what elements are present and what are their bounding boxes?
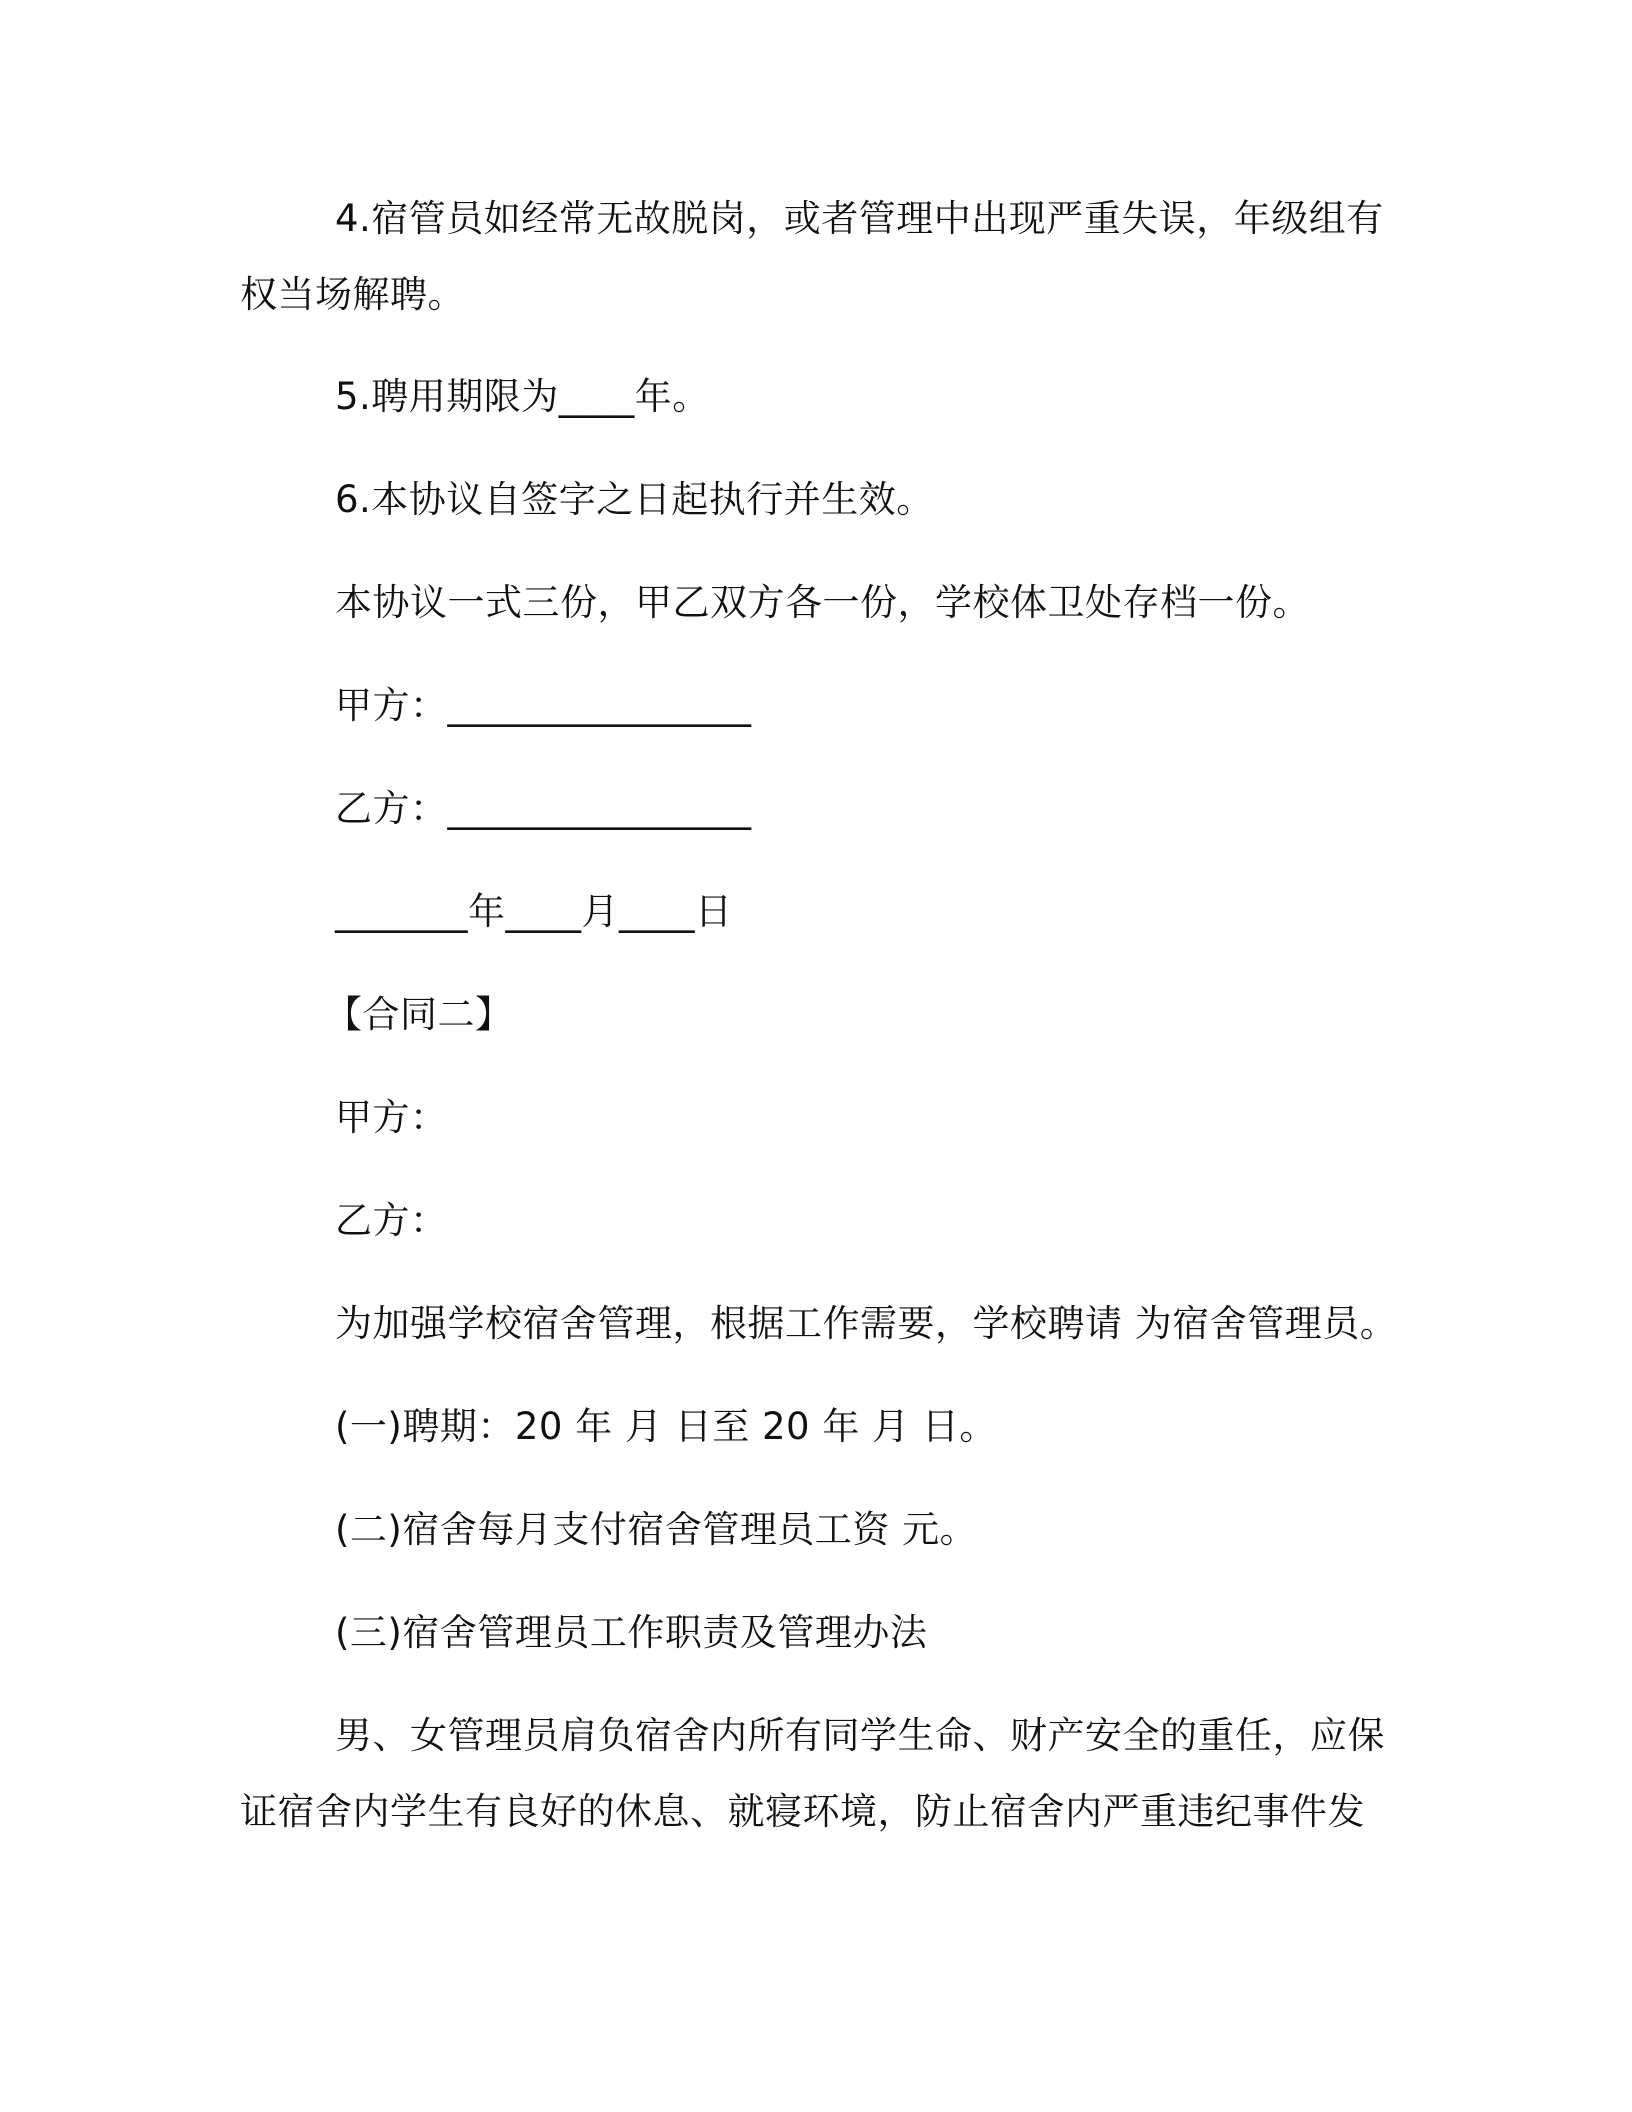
contract-two-title: 【合同二】	[325, 993, 513, 1036]
signature-date: _______年____月____日	[335, 890, 733, 933]
contract-two-intro: 为加强学校宿舍管理，根据工作需要，学校聘请 为宿舍管理员。	[335, 1302, 1398, 1345]
paragraph-5: 5.聘用期限为____年。	[335, 375, 710, 418]
paragraph-6: 6.本协议自签字之日起执行并生效。	[335, 478, 934, 521]
signature-party-b: 乙方：________________	[335, 787, 752, 830]
signature-party-a: 甲方：________________	[335, 684, 752, 727]
contract-two-duties-line-2: 证宿舍内学生有良好的休息、就寝环境，防止宿舍内严重违纪事件发	[240, 1790, 1365, 1833]
contract-two-salary: (二)宿舍每月支付宿舍管理员工资 元。	[335, 1508, 978, 1551]
contract-two-term: (一)聘期：20 年 月 日至 20 年 月 日。	[335, 1405, 997, 1448]
paragraph-4-line-2: 权当场解聘。	[240, 273, 465, 316]
copies-paragraph: 本协议一式三份，甲乙双方各一份，学校体卫处存档一份。	[335, 581, 1310, 624]
contract-two-party-b: 乙方：	[335, 1199, 448, 1242]
contract-two-party-a: 甲方：	[335, 1096, 448, 1139]
contract-two-duties-line-1: 男、女管理员肩负宿舍内所有同学生命、财产安全的重任，应保	[335, 1714, 1385, 1757]
paragraph-4-line-1: 4.宿管员如经常无故脱岗，或者管理中出现严重失误，年级组有	[335, 197, 1384, 240]
contract-two-duties-title: (三)宿舍管理员工作职责及管理办法	[335, 1611, 928, 1654]
